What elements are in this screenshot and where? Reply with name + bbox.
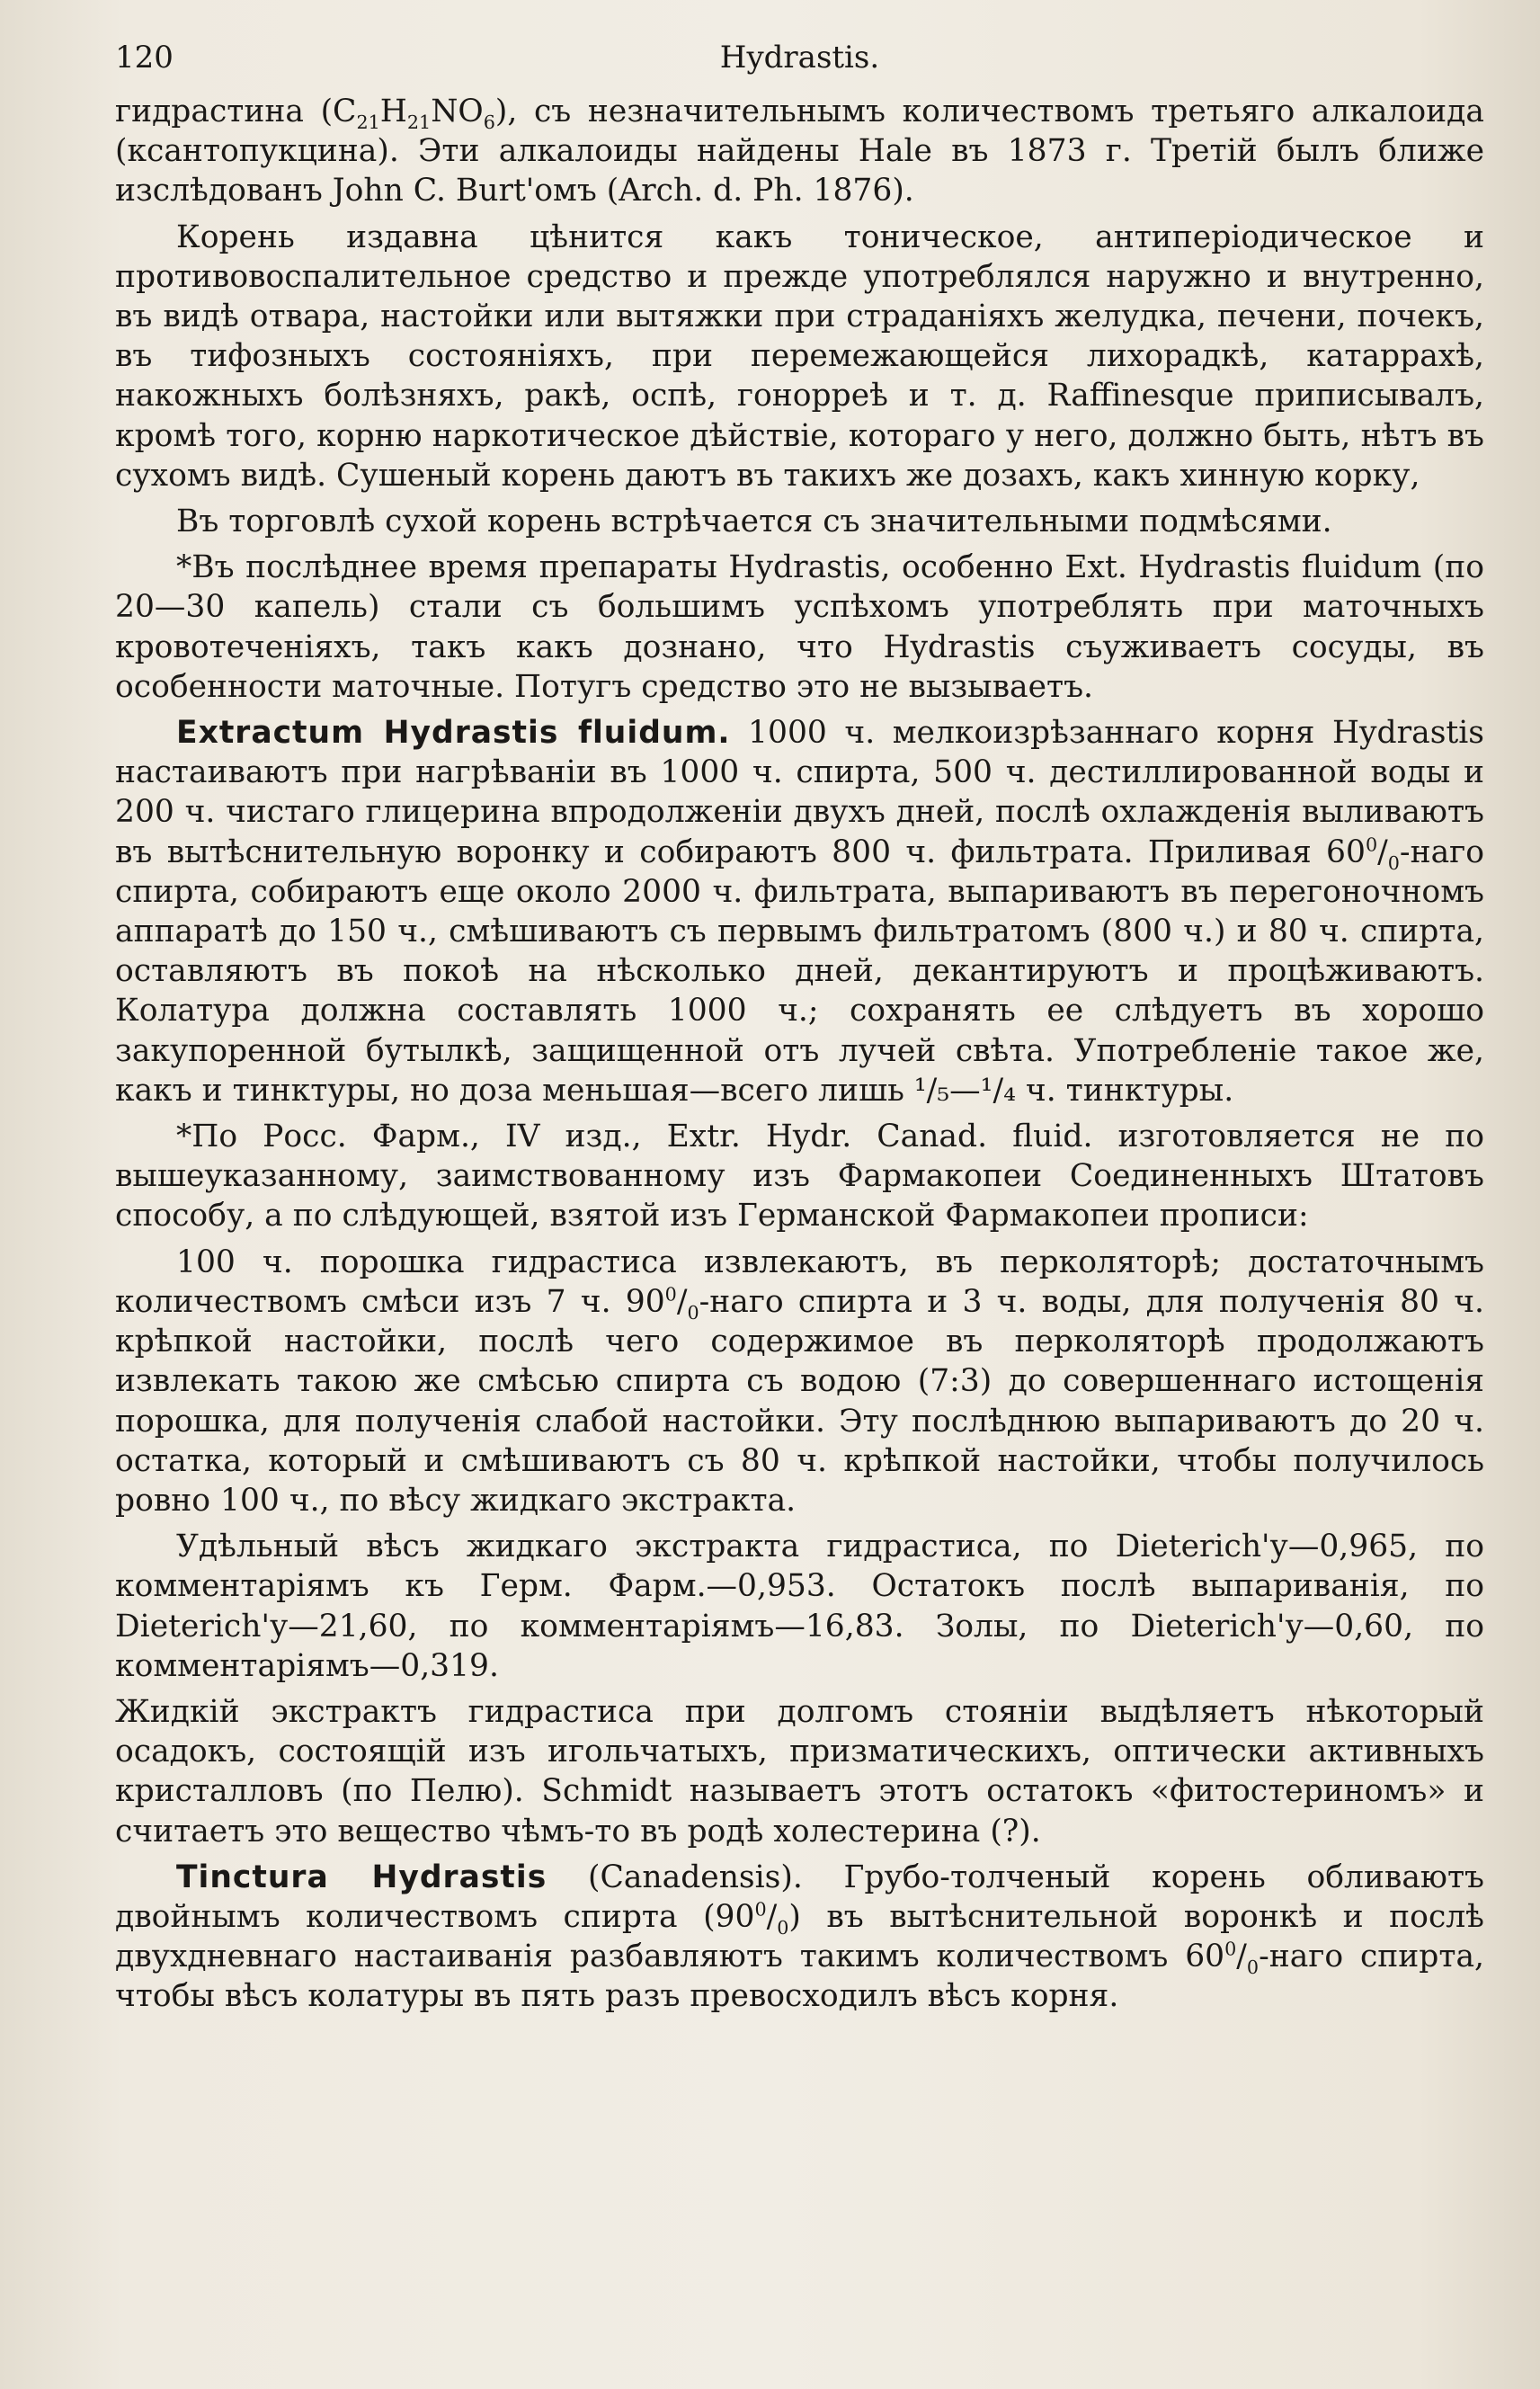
term-tinctura: Tinctura Hydrastis [176, 1859, 547, 1895]
running-title: Hydrastis. [719, 40, 880, 76]
paragraph-recent-use: *Въ послѣднее время препараты Hydrastis, особенно Ext. Hydrastis fluidum (по 20—30 капель) стали съ большимъ успѣхомъ употреблять при маточныхъ кровотеченіяхъ, такъ какъ дознано, что Hydrastis съуживаетъ сосуды, въ особенности маточные. Потугъ средство это не вызываетъ. [115, 549, 1484, 705]
paragraph-tinctura: Tinctura Hydrastis (Canadensis). Грубо-толченый корень обливаютъ двойнымъ количествомъ спирта $(90^0/_0)$ въ вытѣснительной воронкѣ и послѣ двухдневнаго настаиванія разбавляютъ такимъ количествомъ $60^0/_0$-наго спирта, чтобы вѣсъ колатуры въ пять разъ превосходилъ вѣсъ корня. [115, 1859, 1484, 2015]
term-extractum: Extractum Hydrastis fluidum. [176, 715, 731, 752]
paragraph-sediment: Жидкій экстрактъ гидрастиса при долгомъ стояніи выдѣляетъ нѣкоторый осадокъ, состоящій изъ игольчатыхъ, призматическихъ, оптически активныхъ кристалловъ (по Пелю). Schmidt называетъ этотъ остатокъ «фитостериномъ» и считаетъ это вещество чѣмъ-то въ родѣ холестерина (?). [115, 1693, 1484, 1850]
page-header [115, 27, 1484, 92]
paragraph-trade: Въ торговлѣ сухой корень встрѣчается съ значительными подмѣсями. [176, 504, 1332, 540]
page-body [115, 92, 1484, 2017]
paragraph-root-uses: Корень издавна цѣнится какъ тоническое, антиперіодическое и противовоспалительное средство и прежде употреблялся наружно и внутренно, въ видѣ отвара, настойки или вытяжки при страданіяхъ желудка, печени, почекъ, въ тифозныхъ состояніяхъ, при перемежающейся лихорадкѣ, катаррахѣ, накожныхъ болѣзняхъ, ракѣ, оспѣ, гонорреѣ и т. д. Raffinesque приписывалъ, кромѣ того, корню наркотическое дѣйствіе, котораго у него, должно быть, нѣтъ въ сухомъ видѣ. Сушеный корень даютъ въ такихъ же дозахъ, какъ хинную корку, [115, 218, 1484, 494]
paragraph-alkaloids: гидрастина $(C_{21}H_{21}NO_6)$, съ незначительнымъ количествомъ третьяго алкалоида (ксантопукцина). Эти алкалоиды найдены Hale въ 1873 г. Третій былъ ближе изслѣдованъ John C. Burt'омъ (Arch. d. Ph. 1876). [115, 94, 1484, 209]
paragraph-recipe: 100 ч. порошка гидрастиса извлекаютъ, въ перколяторѣ; достаточнымъ количествомъ смѣси изъ 7 ч. $90^0/_0$-наго спирта и 3 ч. воды, для полученія 80 ч. крѣпкой настойки, послѣ чего содержимое въ перколяторѣ продолжаютъ извлекать такою же смѣсью спирта съ водою (7:3) до совершеннаго истощенія порошка, для полученія слабой настойки. Эту послѣднюю выпариваютъ до 20 ч. остатка, который и смѣшиваютъ съ 80 ч. крѣпкой настойки, чтобы получилось ровно 100 ч., по вѣсу жидкаго экстракта. [115, 1244, 1484, 1519]
paragraph-extract-fluid: Extractum Hydrastis fluidum. 1000 ч. мелкоизрѣзаннаго корня Hydrastis настаиваютъ при нагрѣваніи въ 1000 ч. спирта, 500 ч. дестиллированной воды и 200 ч. чистаго глицерина впродолженіи двухъ дней, послѣ охлажденія выливаютъ въ вытѣснительную воронку и собираютъ 800 ч. фильтрата. Приливая $60^0/_0$-наго спирта, собираютъ еще около 2000 ч. фильтрата, выпариваютъ въ перегоночномъ аппаратѣ до 150 ч., смѣшиваютъ съ первымъ фильтратомъ (800 ч.) и 80 ч. спирта, оставляютъ въ покоѣ на нѣсколько дней, декантируютъ и процѣживаютъ. Колатура должна составлять 1000 ч.; сохранять ее слѣдуетъ въ хорошо закупоренной бутылкѣ, защищенной отъ лучей свѣта. Употребленіе такое же, какъ и тинктуры, но доза меньшая—всего лишь ¹/₅—¹/₄ ч. тинктуры. [115, 715, 1485, 1109]
paragraph-specific-weight: Удѣльный вѣсъ жидкаго экстракта гидрастиса, по Dieterich'у—0,965, по комментаріямъ къ Герм. Фарм.—0,953. Остатокъ послѣ выпариванія, по Dieterich'у—21,60, по комментаріямъ—16,83. Золы, по Dieterich'у—0,60, по комментаріямъ—0,319. [115, 1529, 1484, 1684]
paragraph-ross-pharm: *По Росс. Фарм., IV изд., Extr. Hydr. Canad. fluid. изготовляется не по вышеуказанному, заимствованному изъ Фармакопеи Соединенныхъ Штатовъ способу, а по слѣдующей, взятой изъ Германской Фармакопеи прописи: [115, 1119, 1484, 1235]
page-number: 120 [115, 40, 174, 76]
